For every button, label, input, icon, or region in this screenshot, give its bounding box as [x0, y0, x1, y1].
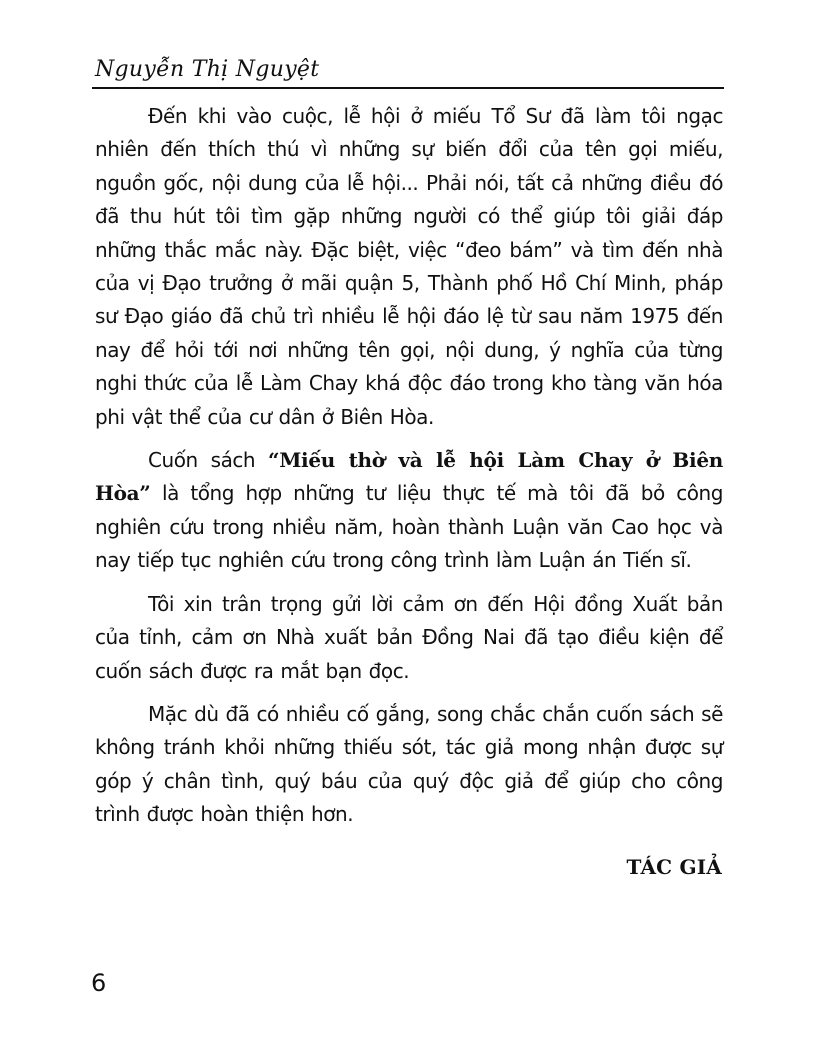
paragraph-2-rest: là tổng hợp những tư liệu thực tế mà tôi đã bỏ công nghiên cứu trong nhiều năm, hoàn thành Luận văn Cao học và nay tiếp tục nghiên cứu trong công trình làm Luận án Tiến sĩ.: [95, 481, 723, 573]
page-number: 6: [91, 969, 107, 997]
header-rule: [92, 87, 724, 89]
running-header-author: Nguyễn Thị Nguyệt: [95, 57, 320, 82]
paragraph-4: Mặc dù đã có nhiều cố gắng, song chắc chắn cuốn sách sẽ không tránh khỏi những thiếu sót, tác giả mong nhận được sự góp ý chân tình, quý báu của quý độc giả để giúp cho công trình được hoàn thiện hơn.: [95, 701, 723, 827]
paragraph-2: [95, 444, 723, 578]
book-title: “Miếu thờ và lễ hội Làm Chay ở Biên Hòa”: [95, 448, 723, 506]
paragraph-3: Tôi xin trân trọng gửi lời cảm ơn đến Hội đồng Xuất bản của tỉnh, cảm ơn Nhà xuất bản Đồng Nai đã tạo điều kiện để cuốn sách được ra mắt bạn đọc.: [95, 591, 723, 683]
body-text: [95, 100, 723, 832]
author-signature: TÁC GIẢ: [626, 855, 722, 879]
paragraph-1: Đến khi vào cuộc, lễ hội ở miếu Tổ Sư đã làm tôi ngạc nhiên đến thích thú vì những sự biến đổi của tên gọi miếu, nguồn gốc, nội dung của lễ hội... Phải nói, tất cả những điều đó đã thu hút tôi tìm gặp những người có thể giúp tôi giải đáp những thắc mắc này. Đặc biệt, việc “đeo bám” và tìm đến nhà của vị Đạo trưởng ở mãi quận 5, Thành phố Hồ Chí Minh, pháp sư Đạo giáo đã chủ trì nhiều lễ hội đáo lệ từ sau năm 1975 đến nay để hỏi tới nơi những tên gọi, nội dung, ý nghĩa của từng nghi thức của lễ Làm Chay khá độc đáo trong kho tàng văn hóa phi vật thể của cư dân ở Biên Hòa.: [95, 104, 723, 429]
paragraph-2-intro: Cuốn sách: [148, 448, 268, 473]
